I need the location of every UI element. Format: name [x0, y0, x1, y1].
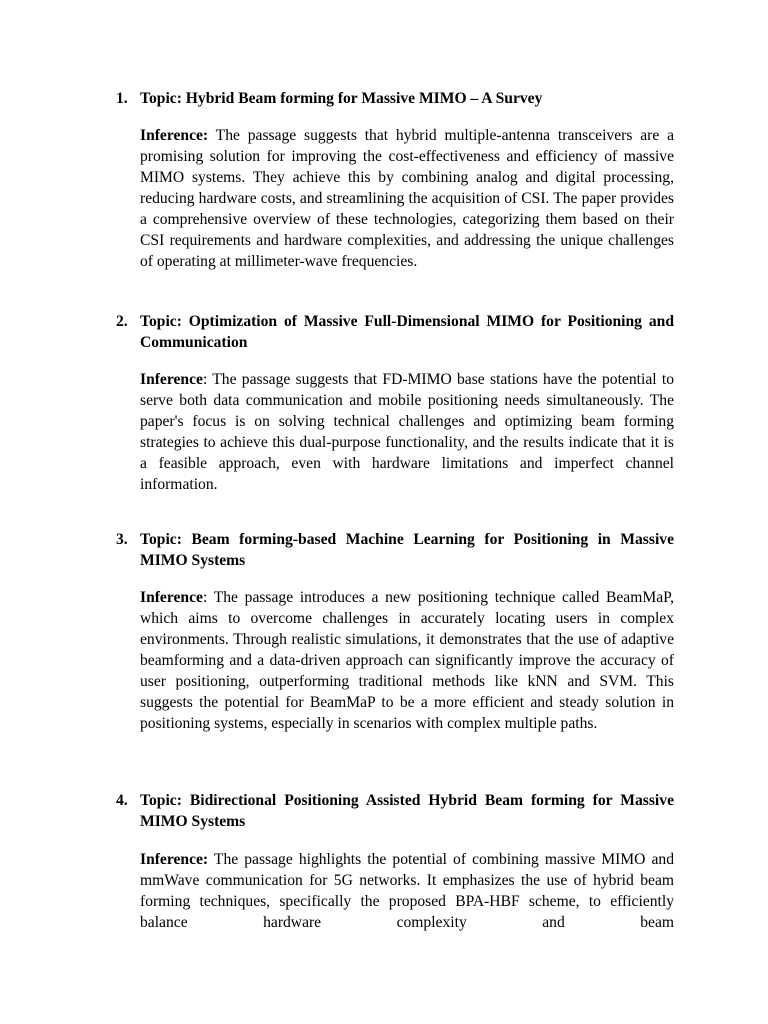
- inference-label: Inference: [140, 589, 203, 606]
- inference-label: Inference:: [140, 851, 209, 868]
- item-number: 2.: [116, 313, 128, 330]
- item-topic: Topic: Optimization of Massive Full-Dimensional MIMO for Positioning and Communication: [140, 313, 674, 351]
- inference-label: Inference:: [140, 127, 209, 144]
- inference-label: Inference: [140, 371, 203, 388]
- item-number: 1.: [116, 90, 128, 107]
- item-inference: [140, 125, 674, 272]
- item-number: 3.: [116, 531, 128, 548]
- inference-text: The passage suggests that hybrid multiple-antenna transceivers are a promising solution for improving the cost-effectiveness and efficiency of massive MIMO systems. They achieve this by combining analog and digital processing, reducing hardware costs, and streamlining the acquisition of CSI. The paper provides a comprehensive overview of these technologies, categorizing them based on their CSI requirements and hardware complexities, and addressing the unique challenges of operating at millimeter-wave frequencies.: [140, 127, 674, 270]
- inference-text: : The passage introduces a new positioning technique called BeamMaP, which aims to overcome challenges in accurately locating users in complex environments. Through realistic simulations, it demonstrates that the use of adaptive beamforming and a data-driven approach can significantly improve the accuracy of user positioning, outperforming traditional methods like kNN and SVM. This suggests the potential for BeamMaP to be a more efficient and steady solution in positioning systems, especially in scenarios with complex multiple paths.: [140, 589, 674, 732]
- item-topic: Topic: Bidirectional Positioning Assisted Hybrid Beam forming for Massive MIMO Systems: [140, 792, 674, 830]
- item-topic: Topic: Beam forming-based Machine Learning for Positioning in Massive MIMO Systems: [140, 531, 674, 569]
- item-topic: Topic: Hybrid Beam forming for Massive MIMO – A Survey: [140, 90, 543, 107]
- item-inference: [140, 587, 674, 734]
- item-inference: [140, 369, 674, 495]
- inference-text: The passage highlights the potential of combining massive MIMO and mmWave communication for 5G networks. It emphasizes the use of hybrid beam forming techniques, specifically the proposed BPA-HBF scheme, to efficiently balance hardware complexity and beam: [140, 851, 674, 931]
- inference-text: : The passage suggests that FD-MIMO base stations have the potential to serve both data communication and mobile positioning needs simultaneously. The paper's focus is on solving technical challenges and optimizing beam forming strategies to achieve this dual-purpose functionality, and the results indicate that it is a feasible approach, even with hardware limitations and imperfect channel information.: [140, 371, 674, 493]
- item-inference: [140, 849, 674, 933]
- item-number: 4.: [116, 792, 128, 809]
